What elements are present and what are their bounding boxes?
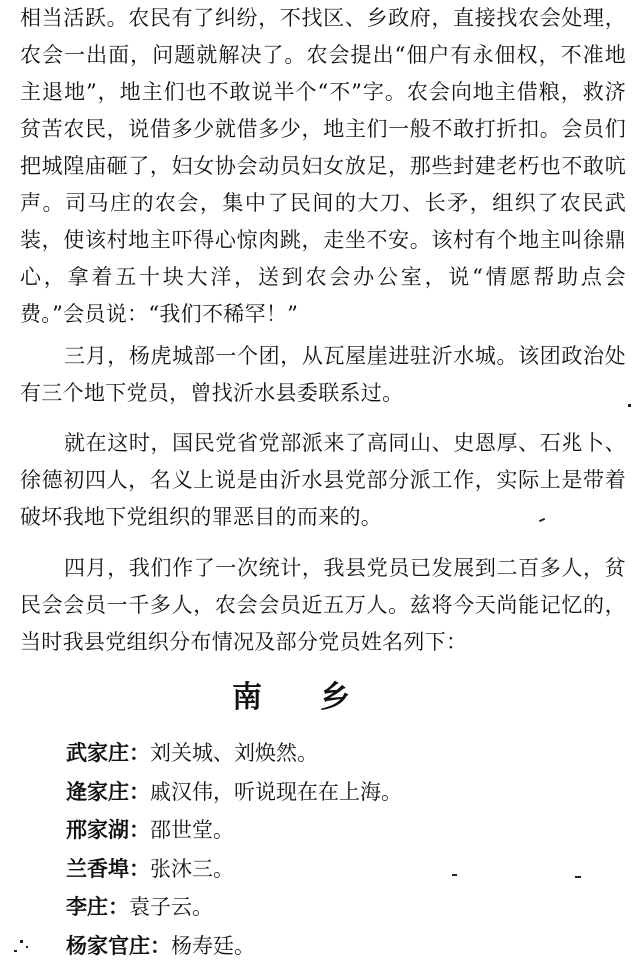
roster-item [66,888,402,927]
paragraph-3: 就在这时，国民党省党部派来了高同山、史恩厚、石兆卜、徐德初四人，名义上说是由沂水县党部分派工作，实际上是带着破坏我地下党组织的罪恶目的而来的。 [20,425,626,536]
roster-place: 杨家官庄： [66,933,171,958]
roster-place: 李庄： [66,894,129,919]
roster-names: 杨寿廷。 [171,934,255,958]
scan-speck [628,404,631,407]
roster-place: 武家庄： [66,740,150,765]
member-roster [66,734,402,965]
paragraph-4: 四月，我们作了一次统计，我县党员已发展到二百多人，贫民会会员一千多人，农会会员近五万人。兹将今天尚能记忆的，当时我县党组织分布情况及部分党员姓名列下： [20,550,626,661]
scan-speck [20,940,23,943]
roster-names: 刘关城、刘焕然。 [150,741,318,765]
roster-names: 戚汉伟，听说现在在上海。 [150,780,402,804]
roster-item [66,734,402,773]
roster-place: 逄家庄： [66,779,150,804]
roster-names: 张沐三。 [150,857,234,881]
roster-names: 袁子云。 [129,895,213,919]
roster-names: 邵世堂。 [150,818,234,842]
roster-item [66,850,402,889]
scan-speck [26,946,28,948]
roster-item [66,811,402,850]
roster-place: 兰香埠： [66,856,150,881]
scan-speck [14,950,17,952]
paragraph-2: 三月，杨虎城部一个团，从瓦屋崖进驻沂水城。该团政治处有三个地下党员，曾找沂水县委联系过。 [20,338,626,412]
roster-item [66,927,402,965]
roster-item [66,773,402,812]
section-title: 南乡 [0,672,640,716]
paragraph-1: 相当活跃。农民有了纠纷，不找区、乡政府，直接找农会处理，农会一出面，问题就解决了。农会提出“佃户有永佃权，不准地主退地”，地主们也不敢说半个“不”字。农会向地主借粮，救济贫苦农民，说借多少就借多少，地主们一般不敢打折扣。会员们把城隍庙砸了，妇女协会动员妇女放足，那些封建老朽也不敢吭声。司马庄的农会，集中了民间的大刀、长矛，组织了农民武装，使该村地主吓得心惊肉跳，走坐不安。该村有个地主叫徐鼎心，拿着五十块大洋，送到农会办公室，说“情愿帮助点会费。”会员说：“我们不稀罕！” [20,0,626,333]
roster-place: 邢家湖： [66,817,150,842]
scan-speck [575,876,581,878]
scan-speck [452,874,457,876]
